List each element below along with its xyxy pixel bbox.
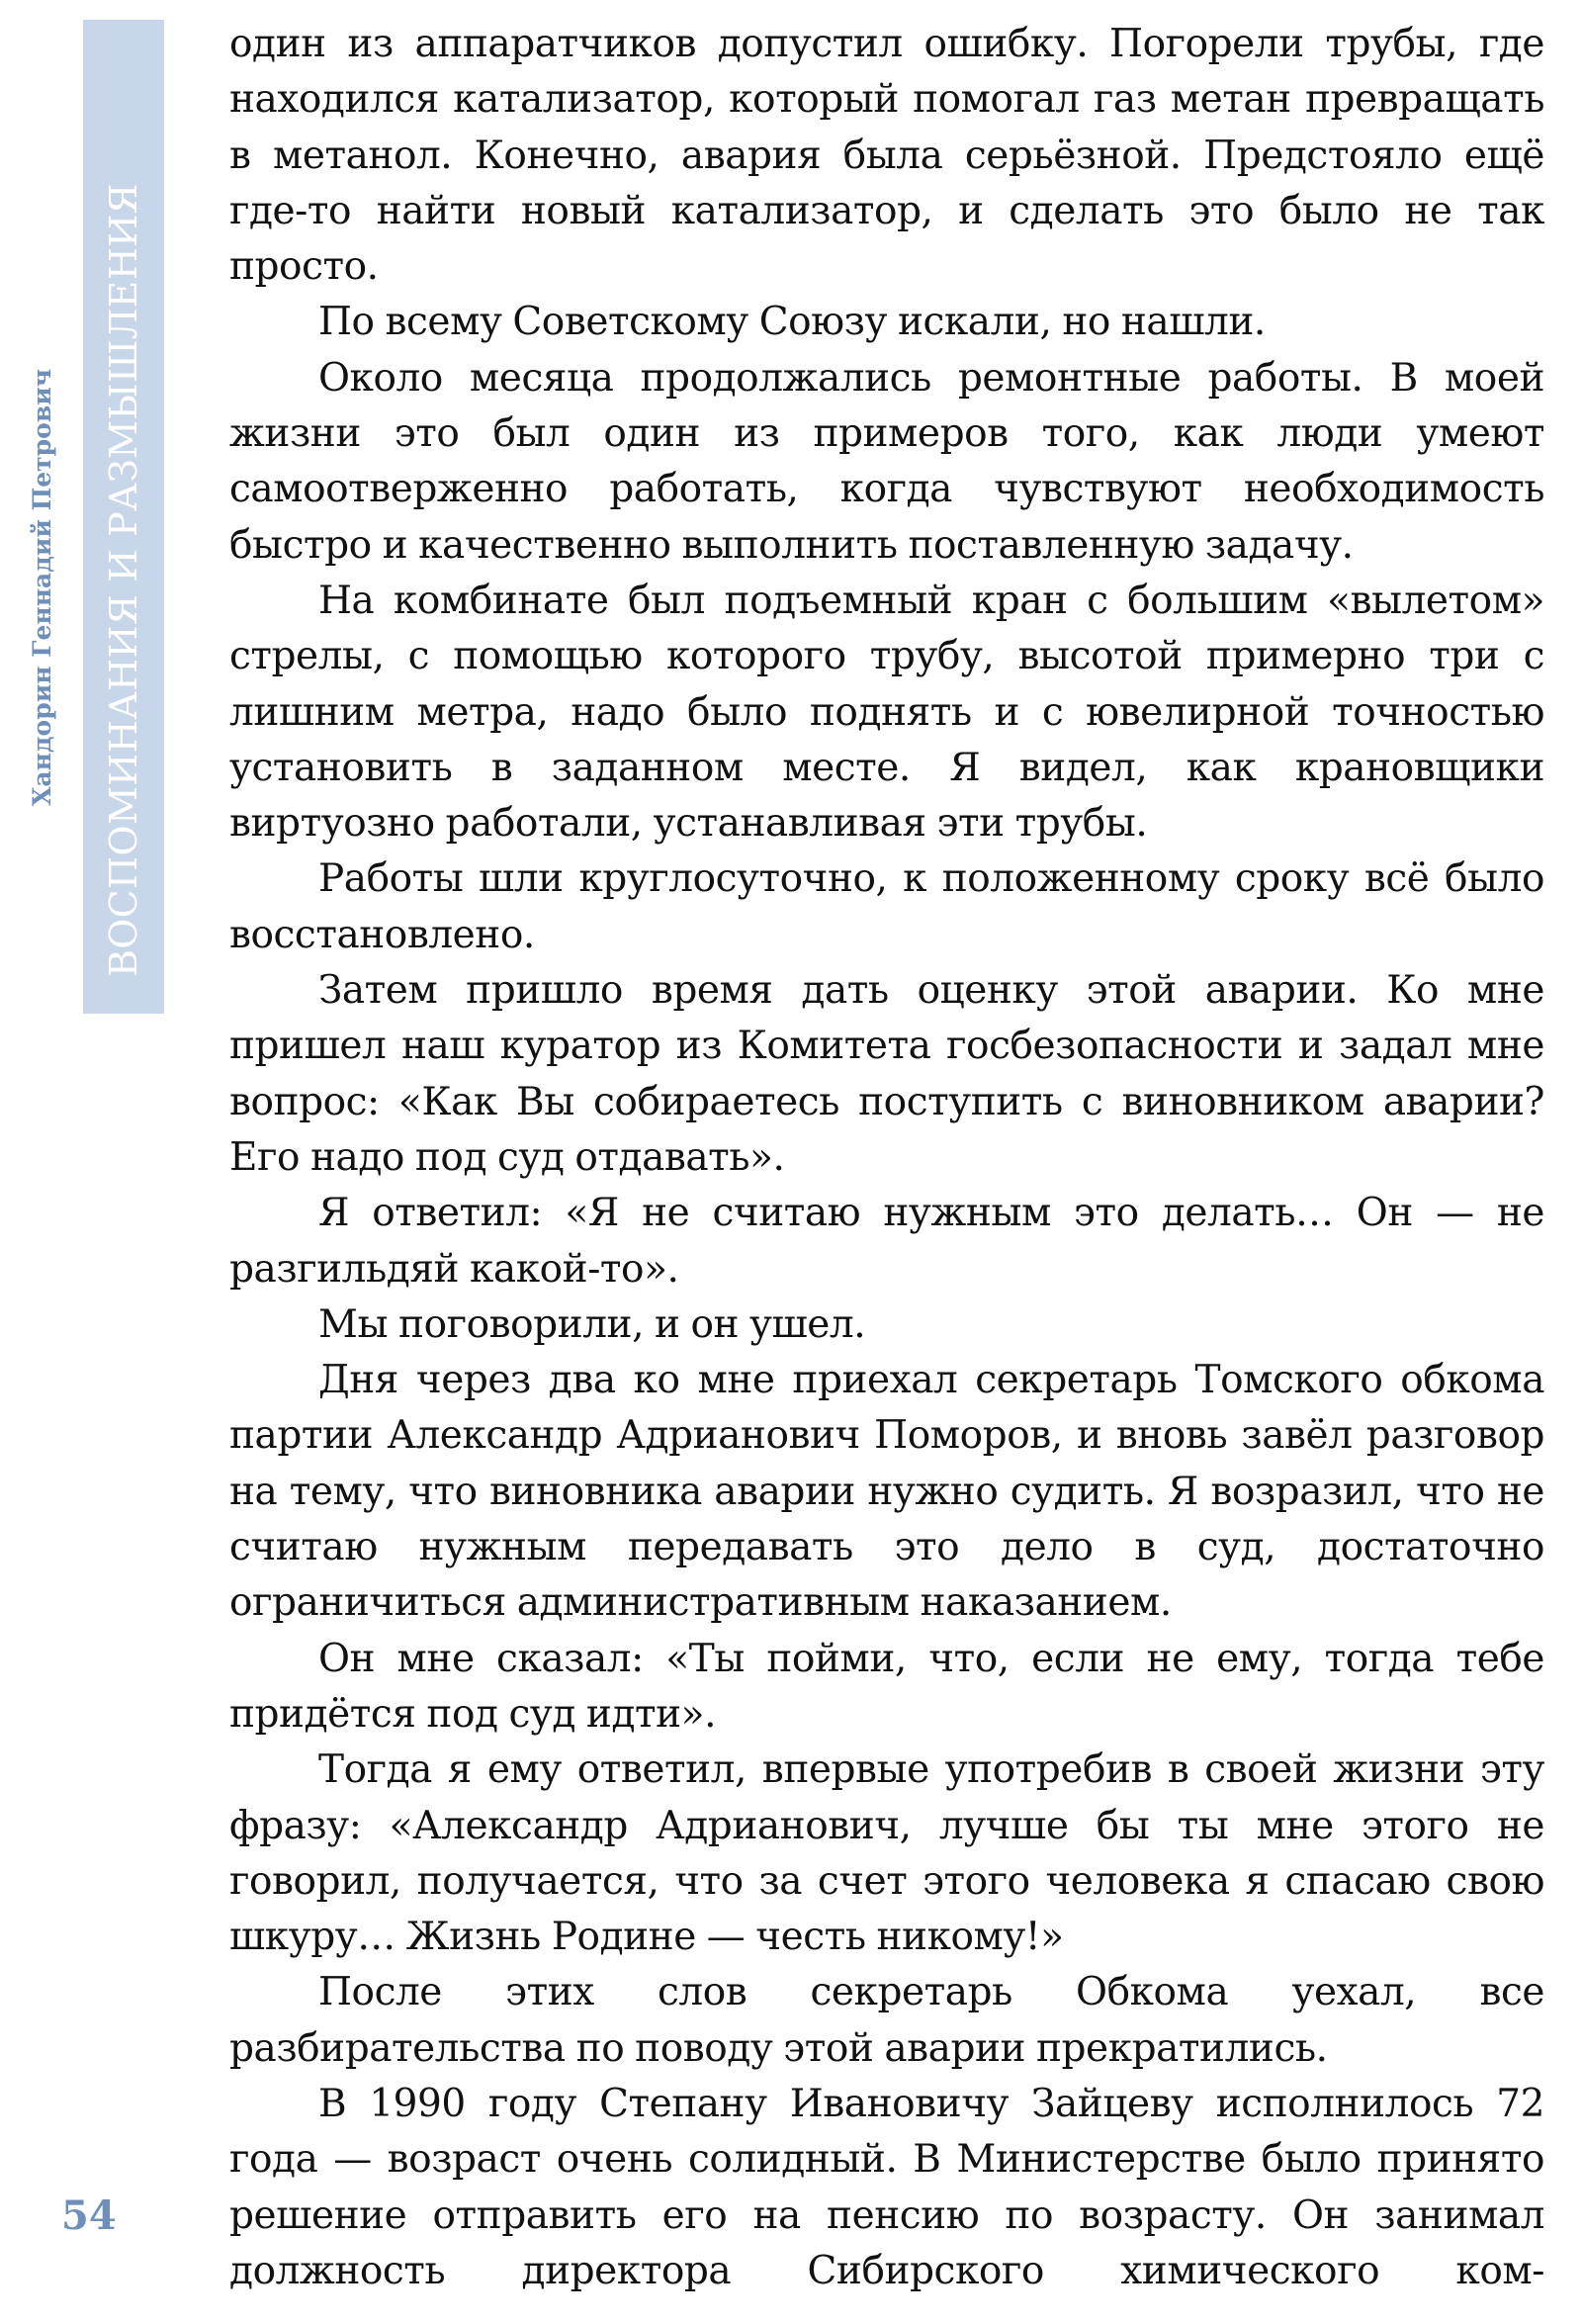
paragraph: На комбинате был подъемный кран с большим «вылетом» стрелы, с помощью которого трубу, высотой примерно три с лишним метра, надо было поднять и с ювелирной точностью установить в заданном месте. Я видел, как крановщики виртуозно работали, устанавливая эти трубы. — [229, 578, 1544, 847]
paragraph: После этих слов секретарь Обкома уехал, все разбирательства по поводу этой аварии прекратились. — [229, 1970, 1544, 2071]
paragraph: Дня через два ко мне приехал секретарь Томского обкома партии Александр Адрианович Поморов, и вновь завёл разговор на тему, что виновника аварии нужно судить. Я возразил, что не считаю нужным передавать это дело в суд, достаточно ограничиться административным наказанием. — [229, 1358, 1544, 1626]
paragraph: Работы шли круглосуточно, к положенному сроку всё было восстановлено. — [229, 856, 1544, 957]
page-number: 54 — [61, 2192, 117, 2239]
paragraph: Тогда я ему ответил, впервые употребив в своей жизни эту фразу: «Александр Адрианович, лучше бы ты мне этого не говорил, получается, что за счет этого человека я спасаю свою шкуру… Жизнь Родине — честь никому!» — [229, 1747, 1544, 1960]
paragraph: По всему Советскому Союзу искали, но нашли. — [318, 300, 1266, 345]
running-head-author: Хандорин Геннадий Петрович — [28, 368, 56, 806]
paragraph: Около месяца продолжались ремонтные работы. В моей жизни это был один из примеров того, как люди умеют самоотверженно работать, когда чувствуют необходимость быстро и качественно выполнить поставленную задачу. — [229, 355, 1544, 568]
paragraph: Затем пришло время дать оценку этой аварии. Ко мне пришел наш куратор из Комитета госбезопасности и задал мне вопрос: «Как Вы собираетесь поступить с виновником аварии? Его надо под суд отдавать». — [229, 968, 1544, 1180]
paragraph: Я ответил: «Я не считаю нужным это делать… Он — не разгильдяй какой-то». — [229, 1191, 1544, 1292]
paragraph: В 1990 году Степану Ивановичу Зайцеву исполнилось 72 года — возраст очень солидный. В Министерстве было принято решение отправить его на пенсию по возрасту. Он занимал должность директора Сибирского химического ком- — [229, 2081, 1544, 2293]
paragraph: Он мне сказал: «Ты пойми, что, если не ему, тогда тебе придётся под суд идти». — [229, 1636, 1544, 1737]
paragraph: один из аппаратчиков допустил ошибку. Погорели трубы, где находился катализатор, который помогал газ метан превращать в метанол. Конечно, авария была серьёзной. Предстояло ещё где-то найти новый катализатор, и сделать это было не так просто. — [229, 22, 1544, 290]
body-text — [229, 17, 1544, 2299]
running-head-subtitle: ВОСПОМИНАНИЯ И РАЗМЫШЛЕНИЯ — [102, 183, 145, 977]
paragraph: Мы поговорили, и он ушел. — [318, 1301, 866, 1347]
